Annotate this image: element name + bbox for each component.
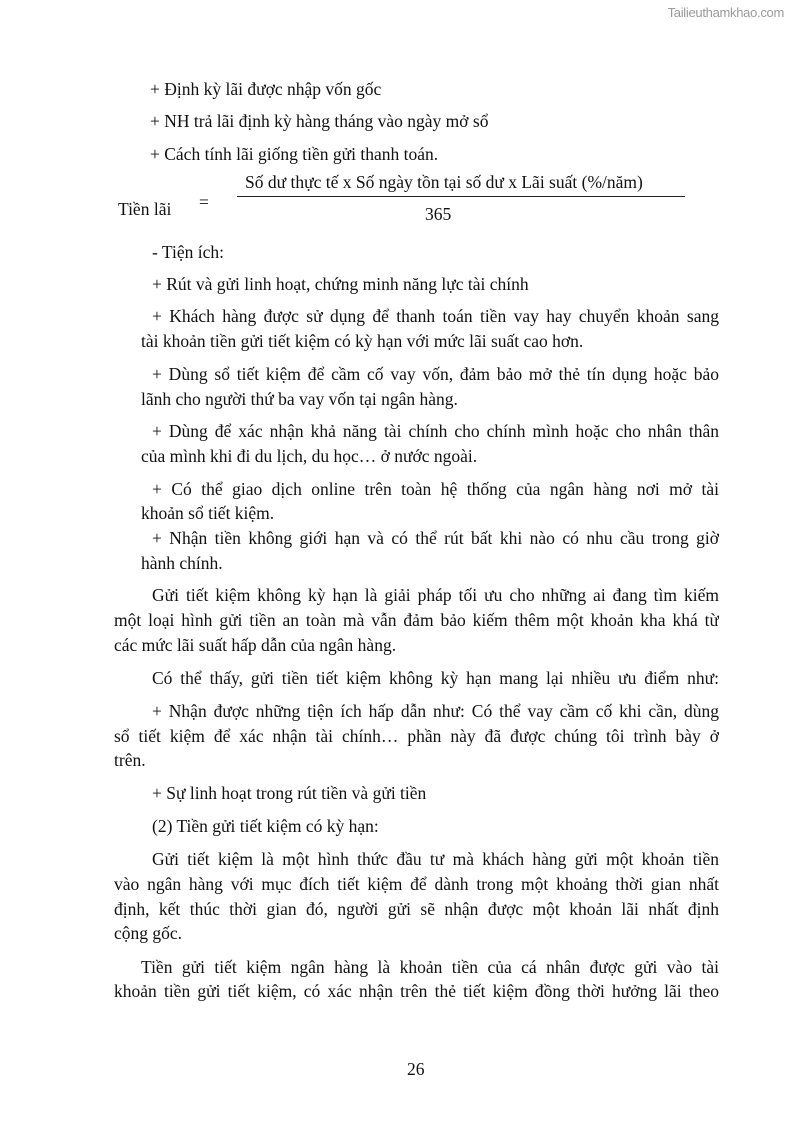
text-line: + Nhận tiền không giới hạn và có thể rút bất khi nào có nhu cầu trong giờ bbox=[152, 528, 719, 548]
text-line: Gửi tiết kiệm không kỳ hạn là giải pháp tối ưu cho những ai đang tìm kiếm bbox=[152, 585, 719, 605]
text-line: + Sự linh hoạt trong rút tiền và gửi tiền bbox=[152, 783, 427, 803]
section-heading: - Tiện ích: bbox=[152, 242, 224, 262]
text-line: các mức lãi suất hấp dẫn của ngân hàng. bbox=[114, 635, 397, 655]
text-line: một loại hình gửi tiền an toàn mà vẫn đảm bảo kiếm thêm một khoản kha khá từ bbox=[114, 610, 719, 630]
text-line: Gửi tiết kiệm là một hình thức đầu tư mà khách hàng gửi một khoản tiền bbox=[152, 849, 719, 869]
formula-equals: = bbox=[199, 192, 209, 212]
text-line: định, kết thúc thời gian đó, người gửi sẽ nhận được một khoản lãi nhất định bbox=[114, 899, 719, 919]
text-line: vào ngân hàng với mục đích tiết kiệm để dành trong một khoảng thời gian nhất bbox=[114, 874, 719, 894]
text-line: lãnh cho người thứ ba vay vốn tại ngân hàng. bbox=[141, 389, 458, 409]
text-line: + Khách hàng được sử dụng để thanh toán tiền vay hay chuyển khoản sang bbox=[152, 306, 719, 326]
fraction-bar bbox=[237, 196, 685, 197]
text-line: tài khoản tiền gửi tiết kiệm có kỳ hạn với mức lãi suất cao hơn. bbox=[141, 331, 584, 351]
text-line: + Có thể giao dịch online trên toàn hệ thống của ngân hàng nơi mở tài bbox=[152, 479, 719, 499]
page-number: 26 bbox=[407, 1059, 425, 1079]
text-line: Tiền gửi tiết kiệm ngân hàng là khoản tiền của cá nhân được gửi vào tài bbox=[141, 957, 719, 977]
text-line: trên. bbox=[114, 750, 146, 770]
text-line: + Dùng sổ tiết kiệm để cầm cố vay vốn, đảm bảo mở thẻ tín dụng hoặc bảo bbox=[152, 364, 719, 384]
watermark: Tailieuthamkhao.com bbox=[667, 5, 784, 20]
text-line: sổ tiết kiệm để xác nhận tài chính… phần này đã được chúng tôi trình bày ở bbox=[114, 726, 719, 746]
text-line: + Dùng để xác nhận khả năng tài chính cho chính mình hoặc cho nhân thân bbox=[152, 421, 719, 441]
formula-label: Tiền lãi bbox=[118, 199, 172, 219]
text-line: khoản tiền gửi tiết kiệm, có xác nhận trên thẻ tiết kiệm đồng thời hưởng lãi theo bbox=[114, 981, 719, 1001]
text-line: khoản sổ tiết kiệm. bbox=[141, 503, 275, 523]
bullet-line: + Định kỳ lãi được nhập vốn gốc bbox=[150, 79, 382, 99]
text-line: Có thể thấy, gửi tiền tiết kiệm không kỳ hạn mang lại nhiều ưu điểm như: bbox=[152, 668, 719, 688]
text-line: cộng gốc. bbox=[114, 923, 183, 943]
formula-numerator: Số dư thực tế x Số ngày tồn tại số dư x Lãi suất (%/năm) bbox=[245, 172, 643, 192]
formula-denominator: 365 bbox=[425, 204, 452, 224]
text-line: + Rút và gửi linh hoạt, chứng minh năng lực tài chính bbox=[152, 274, 529, 294]
text-line: + Nhận được những tiện ích hấp dẫn như: Có thể vay cầm cố khi cần, dùng bbox=[152, 701, 719, 721]
bullet-line: + NH trả lãi định kỳ hàng tháng vào ngày mở sổ bbox=[150, 111, 489, 131]
text-line: của mình khi đi du lịch, du học… ở nước ngoài. bbox=[141, 446, 478, 466]
bullet-line: + Cách tính lãi giống tiền gửi thanh toán. bbox=[150, 144, 439, 164]
text-line: (2) Tiền gửi tiết kiệm có kỳ hạn: bbox=[152, 816, 379, 836]
text-line: hành chính. bbox=[141, 553, 223, 573]
